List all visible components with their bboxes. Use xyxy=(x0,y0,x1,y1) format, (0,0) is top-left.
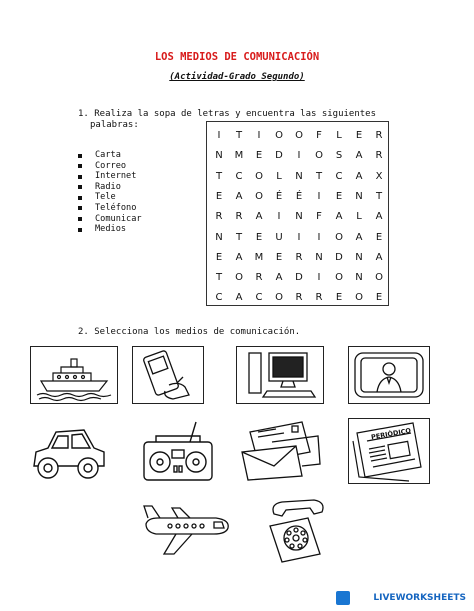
radio-image[interactable] xyxy=(138,418,218,486)
word-list-item: Teléfono xyxy=(78,203,142,214)
television-image[interactable] xyxy=(348,346,430,404)
word-search-letter[interactable]: D xyxy=(275,150,283,162)
word-search-letter[interactable]: A xyxy=(355,150,363,162)
word-search-letter[interactable]: A xyxy=(235,251,243,263)
word-search-letter[interactable]: N xyxy=(295,211,303,223)
word-search-letter[interactable]: D xyxy=(335,251,343,263)
word-search-letter[interactable]: E xyxy=(335,190,343,202)
word-search-letter[interactable]: T xyxy=(315,170,323,182)
word-search-letter[interactable]: R xyxy=(315,292,323,304)
word-search-letter[interactable]: É xyxy=(275,190,283,202)
word-search-letter[interactable]: A xyxy=(235,190,243,202)
word-search-letter[interactable]: T xyxy=(375,190,383,202)
car-icon xyxy=(28,418,108,486)
word-search-letter[interactable]: I xyxy=(317,231,321,243)
car-image[interactable] xyxy=(28,418,108,486)
word-search-row xyxy=(207,130,390,150)
word-search-letter[interactable]: A xyxy=(335,211,343,223)
liveworksheets-logo-icon xyxy=(336,591,350,605)
word-search-letter[interactable]: E xyxy=(375,231,383,243)
word-search-letter[interactable]: R xyxy=(235,211,243,223)
word-search-row xyxy=(207,171,390,191)
word-search-letter[interactable]: M xyxy=(254,251,264,263)
telephone-icon xyxy=(260,496,332,566)
word-search-letter[interactable]: A xyxy=(375,211,383,223)
cellphone-image[interactable] xyxy=(132,346,204,404)
word-search-letter[interactable]: N xyxy=(215,150,223,162)
word-search-letter[interactable]: R xyxy=(295,251,303,263)
word-search-letter[interactable]: S xyxy=(335,150,343,162)
ship-icon xyxy=(31,347,117,403)
word-search-letter[interactable]: E xyxy=(275,251,283,263)
word-search-letter[interactable]: E xyxy=(215,251,223,263)
word-search-letter[interactable]: E xyxy=(355,130,363,141)
word-search-letter[interactable]: L xyxy=(356,211,362,223)
word-search-row xyxy=(207,191,390,211)
page-title: LOS MEDIOS DE COMUNICACIÓN xyxy=(154,51,320,63)
footer-brand: LIVEWORKSHEETS xyxy=(373,593,466,603)
word-list-item: Medios xyxy=(78,224,142,235)
word-search-letter[interactable]: I xyxy=(297,231,301,243)
word-search-letter[interactable]: N xyxy=(215,231,223,243)
word-search-letter[interactable]: O xyxy=(295,130,303,141)
newspaper-image[interactable] xyxy=(348,418,430,484)
word-search-row xyxy=(207,211,390,231)
word-search-row xyxy=(207,292,390,312)
word-search-letter[interactable]: I xyxy=(277,211,281,223)
word-search-letter[interactable]: R xyxy=(255,272,263,284)
word-list-item: Radio xyxy=(78,182,142,193)
word-list-item: Internet xyxy=(78,171,142,182)
word-search-letter[interactable]: R xyxy=(215,211,223,223)
word-search-letter[interactable]: M xyxy=(234,150,244,162)
word-list-item: Correo xyxy=(78,161,142,172)
word-search-letter[interactable]: E xyxy=(375,292,383,304)
word-search-letter[interactable]: T xyxy=(235,130,243,141)
word-search-letter[interactable]: L xyxy=(336,130,342,141)
word-search-letter[interactable]: A xyxy=(375,251,383,263)
word-search-letter[interactable]: D xyxy=(295,272,303,284)
word-search-letter[interactable]: O xyxy=(275,292,283,304)
word-search-letter[interactable]: O xyxy=(335,272,343,284)
word-list-item: Carta xyxy=(78,150,142,161)
airplane-icon xyxy=(138,500,234,560)
word-search-letter[interactable]: F xyxy=(316,211,322,223)
word-search-letter[interactable]: E xyxy=(255,231,263,243)
word-search-letter[interactable]: I xyxy=(317,272,321,284)
word-search-letter[interactable]: O xyxy=(375,272,383,284)
radio-icon xyxy=(138,418,218,486)
word-search-letter[interactable]: N xyxy=(355,272,363,284)
page-subtitle: (Actividad-Grado Segundo) xyxy=(169,72,305,82)
word-search-letter[interactable]: A xyxy=(275,272,283,284)
word-list-item: Tele xyxy=(78,192,142,203)
television-icon xyxy=(349,347,429,403)
word-search-row xyxy=(207,232,390,252)
word-search-letter[interactable]: C xyxy=(335,170,343,182)
word-search-letter[interactable]: O xyxy=(235,272,243,284)
word-search-letter[interactable]: X xyxy=(375,170,383,182)
word-search-letter[interactable]: U xyxy=(275,231,283,243)
word-search-letter[interactable]: O xyxy=(355,292,363,304)
question-2: 2. Selecciona los medios de comunicación. xyxy=(78,327,301,337)
word-search-letter[interactable]: A xyxy=(255,211,263,223)
word-search-letter[interactable]: C xyxy=(215,292,223,304)
word-search-letter[interactable]: R xyxy=(375,130,383,141)
letters-image[interactable] xyxy=(236,418,324,484)
word-search-letter[interactable]: O xyxy=(335,231,343,243)
word-list xyxy=(78,150,142,235)
word-search-letter[interactable]: N xyxy=(295,170,303,182)
computer-image[interactable] xyxy=(236,346,324,404)
word-search-letter[interactable]: L xyxy=(276,170,282,182)
word-search-letter[interactable]: N xyxy=(355,190,363,202)
telephone-image[interactable] xyxy=(260,496,332,566)
question-1-line-2: palabras: xyxy=(90,120,139,130)
word-search-letter[interactable]: É xyxy=(295,190,303,202)
word-search-letter[interactable]: N xyxy=(315,251,323,263)
word-search-row xyxy=(207,252,390,272)
word-search-letter[interactable]: O xyxy=(315,150,323,162)
word-search-letter[interactable]: T xyxy=(215,272,223,284)
word-search-letter[interactable]: O xyxy=(255,170,263,182)
word-search-letter[interactable]: E xyxy=(215,190,223,202)
computer-icon xyxy=(237,347,323,403)
word-search-letter[interactable]: C xyxy=(235,170,243,182)
word-search-letter[interactable]: T xyxy=(215,170,223,182)
question-1-line-1: 1. Realiza la sopa de letras y encuentra las siguientes xyxy=(78,109,377,119)
newspaper-label: PERIÓDICO xyxy=(370,426,412,442)
word-search-letter[interactable]: I xyxy=(217,130,221,141)
newspaper-icon xyxy=(349,419,429,483)
word-search-letter[interactable]: A xyxy=(355,170,363,182)
word-search-letter[interactable]: A xyxy=(235,292,243,304)
word-search-letter[interactable]: O xyxy=(275,130,283,141)
word-search-letter[interactable]: E xyxy=(335,292,343,304)
word-search-letter[interactable]: E xyxy=(255,150,263,162)
word-search-letter[interactable]: I xyxy=(317,190,321,202)
airplane-image[interactable] xyxy=(138,500,234,560)
word-search-row xyxy=(207,150,390,170)
word-list-item: Comunicar xyxy=(78,214,142,225)
word-search-letter[interactable]: R xyxy=(375,150,383,162)
ship-image[interactable] xyxy=(30,346,118,404)
word-search-letter[interactable]: R xyxy=(295,292,303,304)
word-search-letter[interactable]: I xyxy=(297,150,301,162)
cellphone-icon xyxy=(133,347,203,403)
word-search-letter[interactable]: I xyxy=(257,130,261,141)
word-search-grid[interactable] xyxy=(206,121,389,306)
word-search-letter[interactable]: N xyxy=(355,251,363,263)
word-search-letter[interactable]: C xyxy=(255,292,263,304)
word-search-letter[interactable]: T xyxy=(235,231,243,243)
envelope-icon xyxy=(236,418,324,484)
word-search-letter[interactable]: F xyxy=(316,130,322,141)
word-search-letter[interactable]: O xyxy=(255,190,263,202)
word-search-letter[interactable]: A xyxy=(355,231,363,243)
word-search-row xyxy=(207,272,390,292)
